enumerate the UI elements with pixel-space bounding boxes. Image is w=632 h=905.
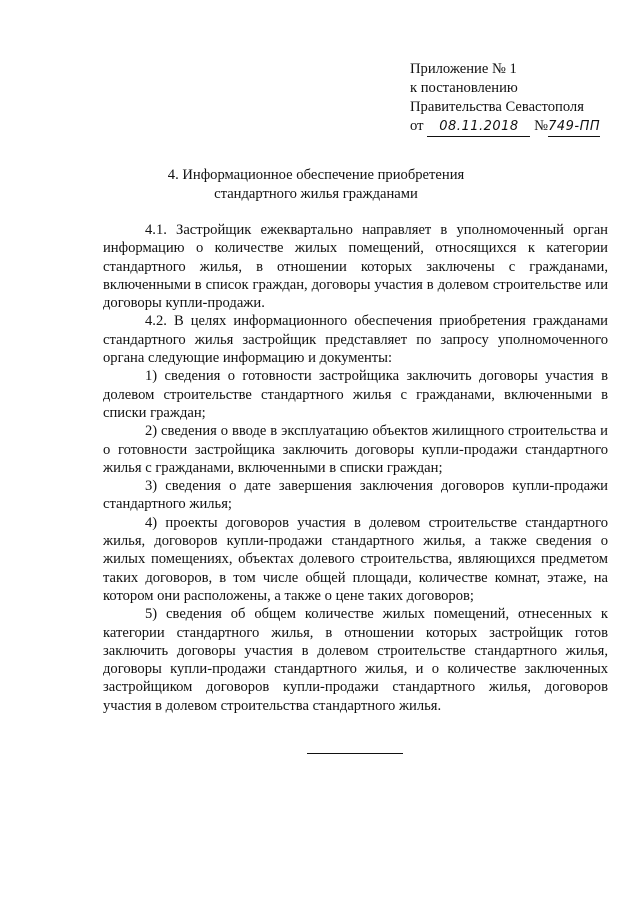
list-item-2: 2) сведения о вводе в эксплуатацию объектов жилищного строительства и о готовности застройщика заключить договоры купли-продажи стандартного жилья с гражданами, включенными в списки граждан; [103, 423, 608, 476]
section-title-line-2: стандартного жилья гражданами [214, 186, 418, 202]
annex-line-2: к постановлению [410, 80, 518, 96]
paragraph-4-2: 4.2. В целях информационного обеспечения приобретения гражданами стандартного жилья застройщик представляет по запросу уполномоченного органа следующие информацию и документы: [103, 313, 608, 367]
list-item-5: 5) сведения об общем количестве жилых помещений, отнесенных к категории стандартного жилья, в отношении которых застройщик готов заключить договоры участия в долевом строительстве стандартного жилья, договоры купли-продажи стандартного жилья, и о количестве заключенных застройщиком договоров купли-продажи стандартного жилья, договоров участия в долевом строительства стандартного жилья. [103, 606, 608, 714]
list-item-3: 3) сведения о дате завершения заключения договоров купли-продажи стандартного жилья; [103, 478, 608, 513]
section-title-line-1: 4. Информационное обеспечение приобретения [167, 167, 465, 183]
paragraph-4-1: 4.1. Застройщик ежеквартально направляет в уполномоченный орган информацию о количестве жилых помещений, относящихся к категории стандартного жилья, в отношении которых заключены с гражданами, включенными в список граждан, договоры участия в долевом строительстве или договоры купли-продажи. [103, 222, 608, 312]
list-item-4: 4) проекты договоров участия в долевом строительстве стандартного жилья, договоров купли-продажи стандартного жилья, а также сведения о жилых помещениях, объектах долевого строительства, являющихся предметом таких договоров, в том числе общей площади, количестве комнат, этаже, на котором они расположены, а также о цене таких договоров; [103, 514, 608, 604]
from-label: от [410, 118, 424, 134]
annex-date-line [410, 117, 625, 137]
annex-header [410, 60, 625, 137]
number-label: № [534, 118, 549, 134]
list-item-1: 1) сведения о готовности застройщика заключить договоры участия в долевом строительстве стандартного жилья с гражданами, включенными в списки граждан; [103, 368, 608, 421]
document-body [103, 221, 608, 715]
handwritten-date: 08.11.2018 [427, 117, 530, 137]
section-title [0, 166, 632, 204]
annex-line-1: Приложение № 1 [410, 61, 517, 77]
handwritten-number: 749-ПП [548, 117, 600, 137]
annex-line-3: Правительства Севастополя [410, 99, 584, 115]
closing-divider [307, 753, 403, 754]
